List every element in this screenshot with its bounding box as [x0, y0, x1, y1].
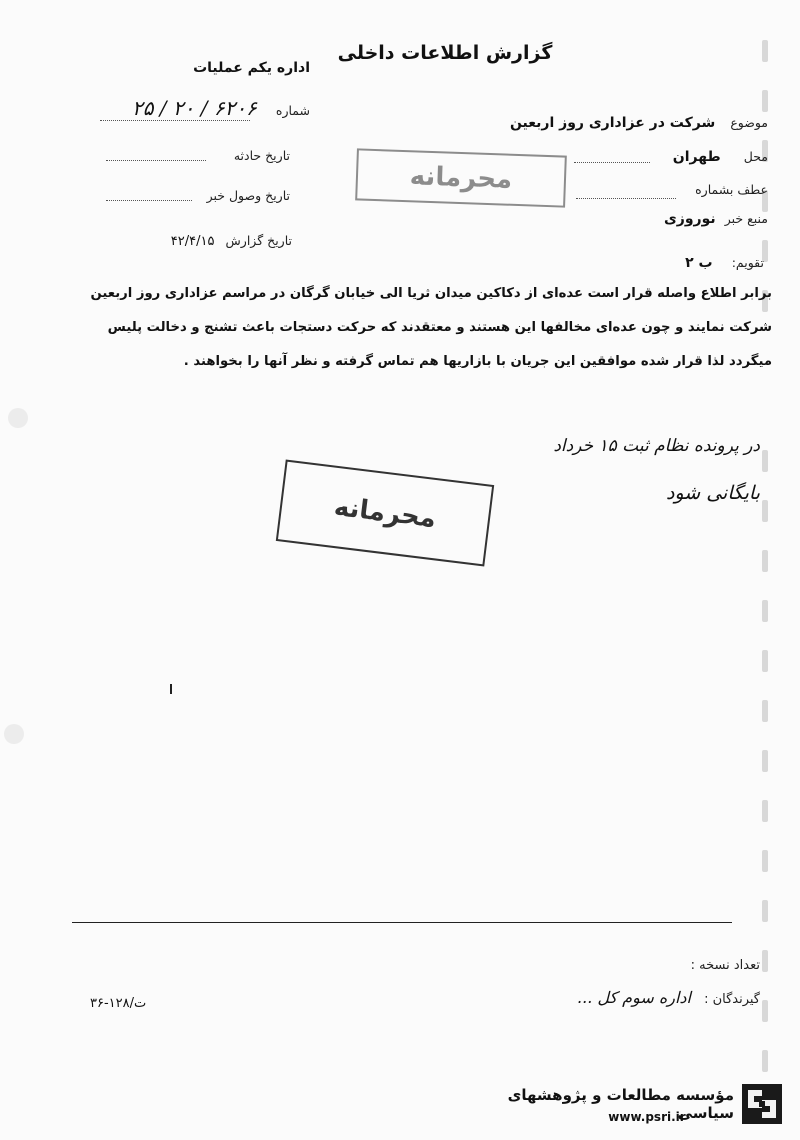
place-label: محل	[743, 149, 768, 164]
source-label: منبع خبر	[724, 211, 768, 226]
place-value: طهران	[672, 149, 721, 165]
reference-label: عطف بشماره	[695, 182, 768, 197]
number-value: ۶۲۰۶ / ۲۰ / ۲۵	[131, 96, 257, 120]
report-date-field	[100, 230, 292, 249]
incident-date-dots	[106, 160, 206, 161]
receipt-date-label: تاریخ وصول خبر	[206, 188, 290, 203]
recipients-label: گیرندگان :	[704, 992, 760, 1007]
punch-hole-bottom	[4, 724, 24, 744]
handwritten-note-file: در پرونده نظام ثبت ۱۵ خرداد	[553, 436, 760, 456]
footer-separator	[72, 922, 732, 923]
number-underline	[100, 120, 250, 121]
subject-field	[468, 112, 768, 131]
confidential-stamp-middle: محرمانه	[276, 460, 494, 567]
number-field	[30, 96, 310, 120]
department-name: اداره یکم عملیات	[193, 60, 310, 76]
number-label: شماره	[275, 103, 310, 118]
institute-name: مؤسسه مطالعات و پژوهشهای سیاسی	[507, 1086, 734, 1122]
incident-date-label: تاریخ حادثه	[233, 148, 290, 163]
punch-hole-top	[8, 408, 28, 428]
recipients-value: اداره سوم کل ...	[577, 988, 691, 1007]
confidential-stamp-top: محرمانه	[355, 148, 567, 207]
report-date-label: تاریخ گزارش	[225, 233, 292, 248]
source-field	[608, 208, 768, 227]
institute-url: www.psri.ir	[608, 1110, 686, 1124]
place-dots	[574, 162, 650, 163]
handwritten-note-archive: بایگانی شود	[665, 482, 760, 504]
subject-value: شرکت در عزاداری روز اربعین	[509, 115, 716, 131]
ink-mark	[170, 684, 172, 694]
institute-logo-icon	[742, 1084, 782, 1124]
rating-field	[644, 252, 764, 271]
document-code: ت/۱۲۸-۳۶	[90, 996, 147, 1011]
report-title: گزارش اطلاعات داخلی	[337, 42, 553, 64]
source-value: نوروزی	[663, 211, 716, 227]
reference-dots	[576, 198, 676, 199]
body-line-3: میگردد لذا قرار شده موافقین این جریان با بازاریها هم تماس گرفته و نظر آنها را بخواهند .	[183, 354, 772, 369]
rating-label: تقویم:	[731, 255, 764, 270]
copies-label: تعداد نسخه :	[690, 958, 760, 973]
receipt-date-dots	[106, 200, 192, 201]
body-line-2: شرکت نمایند و چون عده‌ای مخالفها این هستند و معتقدند که حرکت دستجات باعث تشنج و دخالت پلیس	[107, 320, 772, 335]
subject-label: موضوع	[730, 115, 768, 130]
report-date-value: ۴۲/۴/۱۵	[170, 234, 215, 249]
recipients-field	[460, 988, 760, 1007]
rating-value: ب ۲	[685, 255, 713, 271]
body-line-1: برابر اطلاع واصله قرار است عده‌ای از دکاکین میدان ثریا الی خیابان گرگان در مراسم عزاداری روز اربعین	[90, 286, 772, 301]
